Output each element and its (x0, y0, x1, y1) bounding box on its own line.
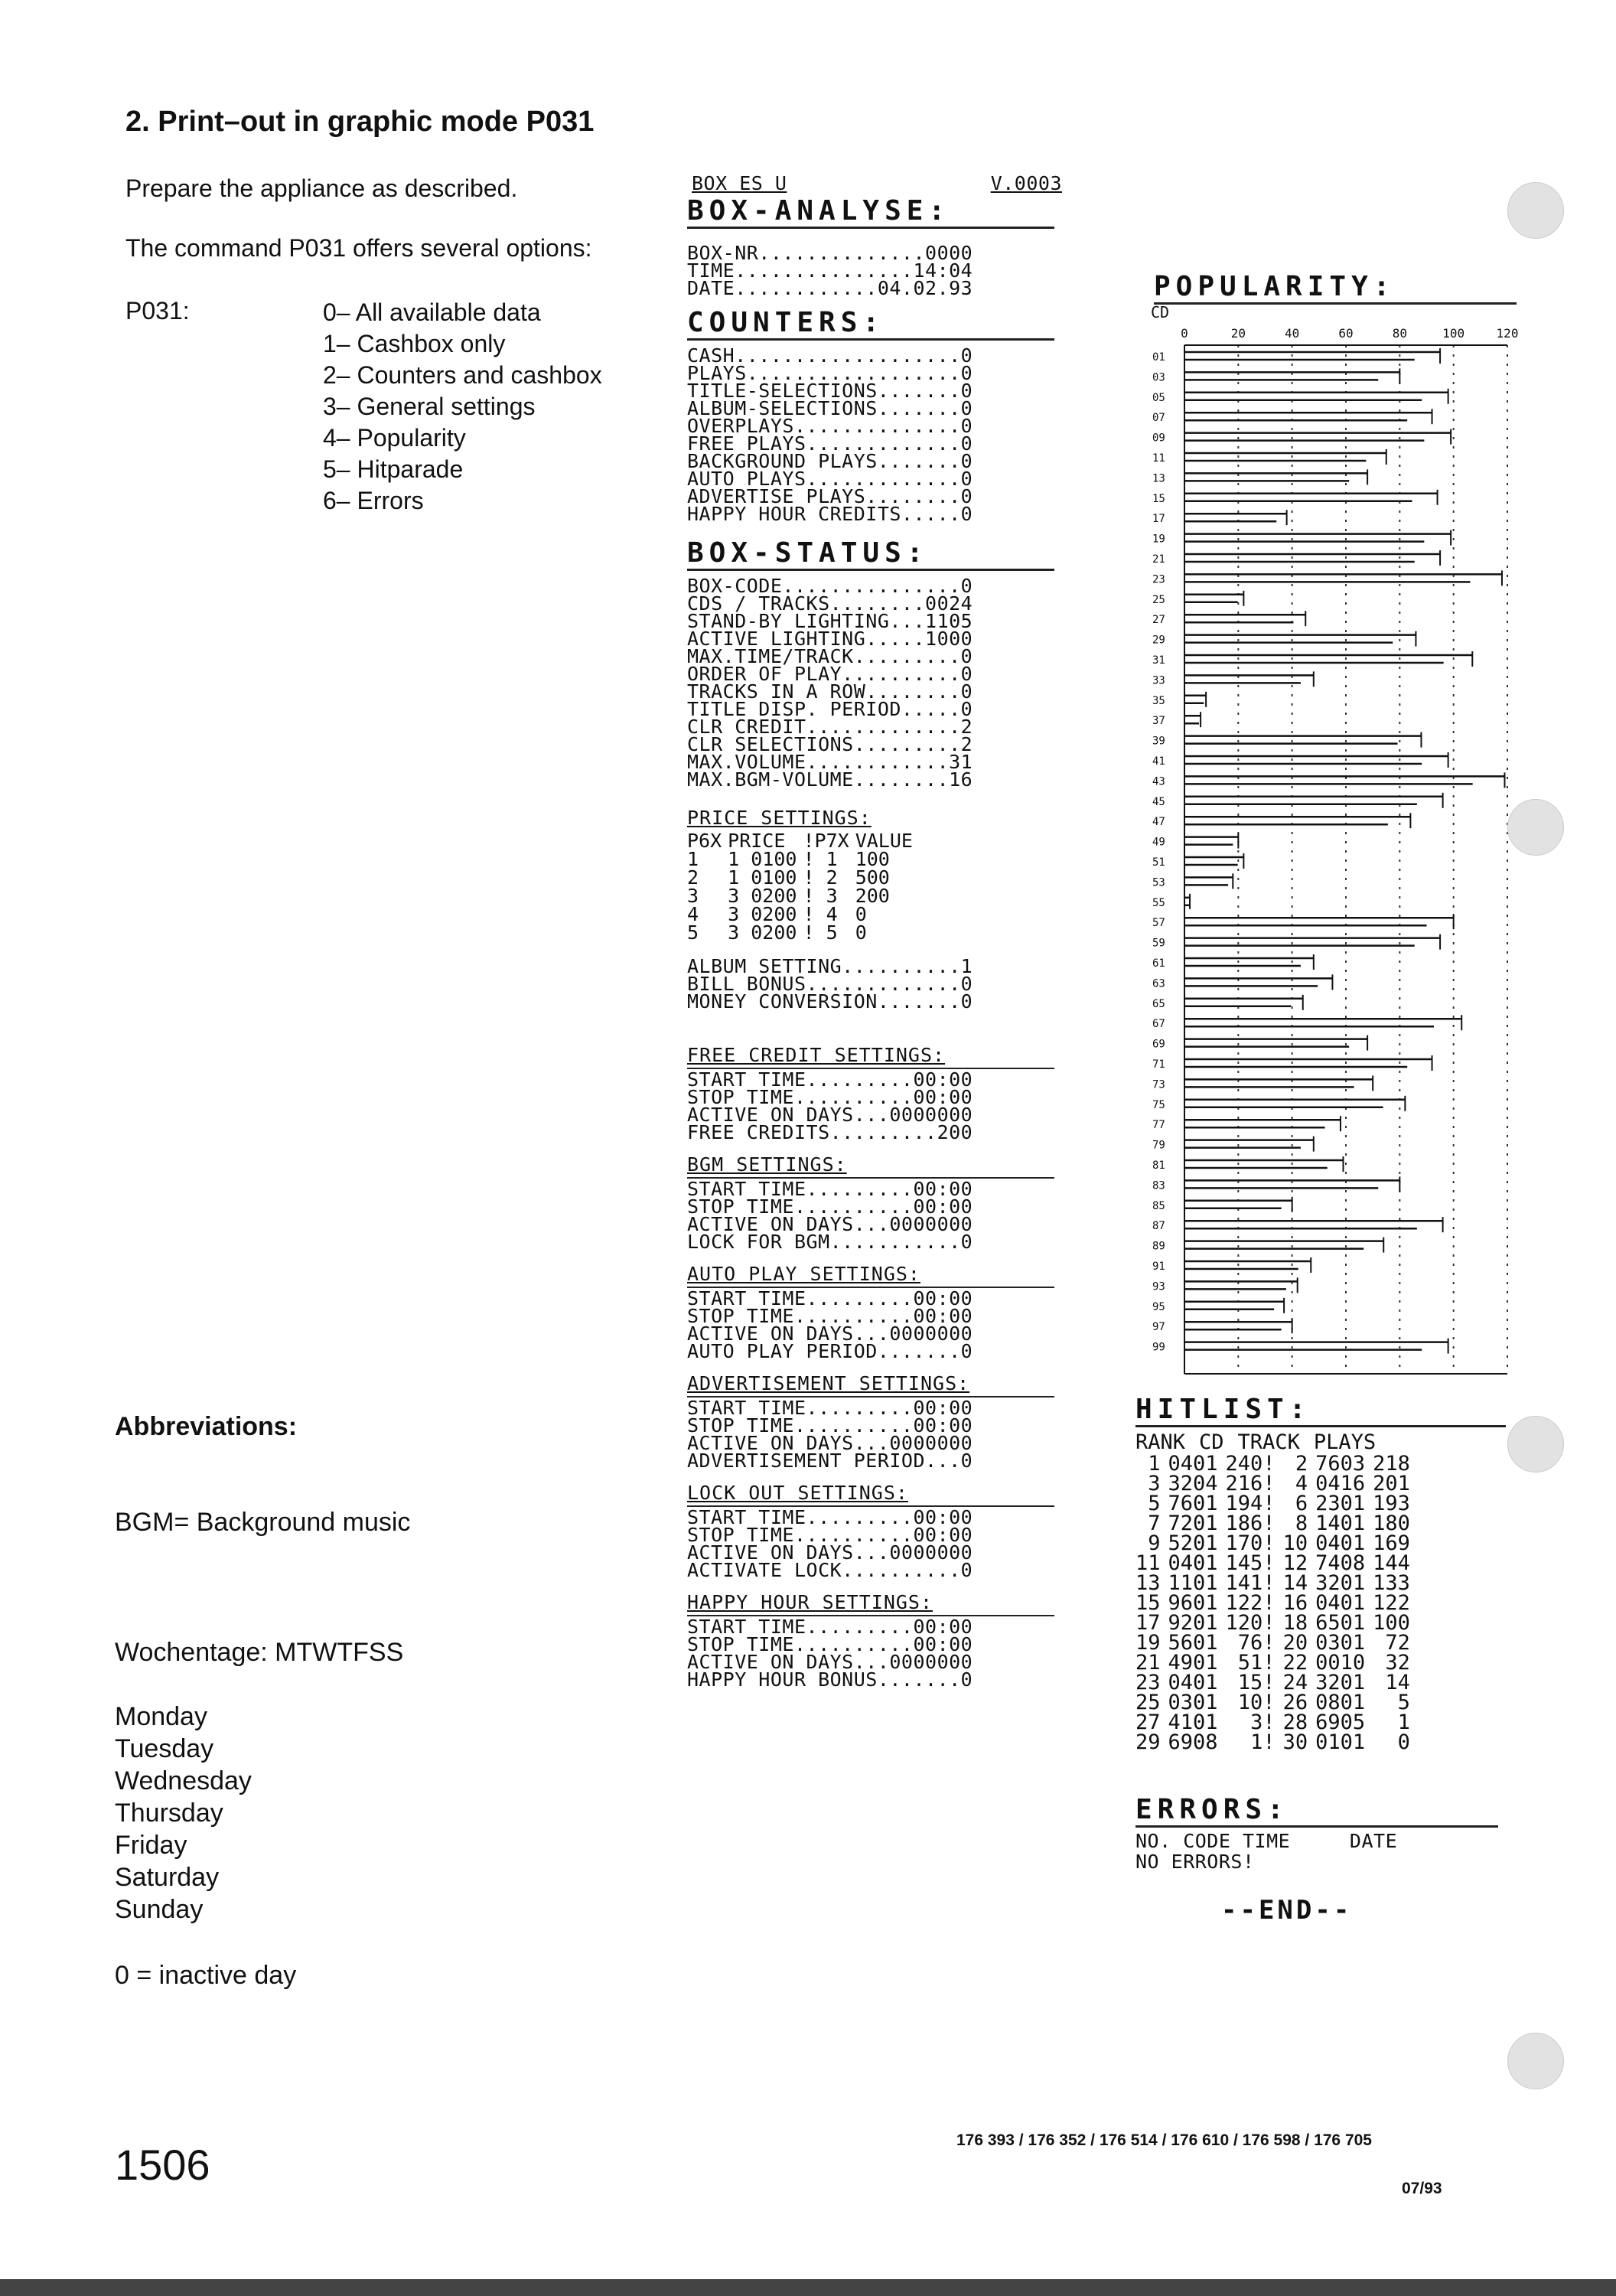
hitlist-cell: 201 (1373, 1472, 1410, 1495)
cd-label: 17 (1152, 513, 1165, 526)
hitlist-cell: 23 (1135, 1671, 1161, 1694)
setting-line: ACTIVATE LOCK..........0 (687, 1559, 973, 1581)
option-item: 2– Counters and cashbox (323, 361, 602, 389)
binder-hole (1507, 2033, 1564, 2089)
cd-label: 43 (1152, 775, 1165, 788)
table-row (687, 924, 919, 942)
hitlist-cell: 29 (1135, 1730, 1161, 1754)
hitlist-cell: 17 (1135, 1611, 1161, 1635)
setting-line: STOP TIME..........00:00 (687, 1195, 973, 1218)
axis-tick-label: 100 (1442, 326, 1465, 341)
days-list (115, 1701, 252, 1926)
setting-line: AUTO PLAY PERIOD.......0 (687, 1340, 973, 1362)
box-nr-line: BOX-NR..............0000 (687, 242, 973, 264)
counters-list (687, 344, 1070, 525)
hitlist-cell: 3201 (1315, 1671, 1366, 1694)
inactive-note: 0 = inactive day (115, 1961, 297, 1990)
setting-line: HAPPY HOUR BONUS.......0 (687, 1668, 973, 1691)
binder-hole (1507, 799, 1564, 856)
hitlist-cell: 1 (1397, 1711, 1410, 1734)
day-item: Saturday (115, 1863, 220, 1892)
cd-label: 03 (1152, 371, 1165, 384)
errors-section (1135, 1795, 1498, 1926)
hitlist-cell: 180 (1373, 1512, 1410, 1535)
setting-line: STOP TIME..........00:00 (687, 1524, 973, 1546)
hitlist-cell: 170! (1225, 1531, 1276, 1555)
hitlist-header-cell: RANK (1135, 1430, 1186, 1454)
price-cell: ! 4 (803, 903, 838, 925)
hitlist-cell: 22 (1282, 1651, 1308, 1675)
counter-line: FREE PLAYS.............0 (687, 432, 973, 455)
cd-label: 77 (1152, 1119, 1165, 1132)
counter-line: PLAYS..................0 (687, 362, 973, 384)
hitlist-cell: 25 (1135, 1691, 1161, 1714)
binder-hole (1507, 182, 1564, 239)
counter-line: TITLE-SELECTIONS.......0 (687, 380, 973, 402)
hitlist-cell: 133 (1373, 1571, 1410, 1595)
cd-label: 45 (1152, 795, 1165, 808)
hitlist-cell: 145! (1225, 1551, 1276, 1575)
hitlist-cell: 5601 (1168, 1631, 1218, 1655)
advertisement-title: ADVERTISEMENT SETTINGS: (687, 1372, 970, 1394)
price-table (687, 832, 919, 942)
price-cell: 3 (687, 885, 699, 907)
footer-references: 176 393 / 176 352 / 176 514 / 176 610 / 176 598 / 176 705 (956, 2131, 1372, 2149)
hitlist-cell: 122 (1373, 1591, 1410, 1615)
hitlist-title: HITLIST: (1135, 1394, 1506, 1427)
cd-label: 11 (1152, 452, 1165, 465)
status-line: CDS / TRACKS........0024 (687, 592, 973, 615)
hitlist-cell: 216! (1225, 1472, 1276, 1495)
section-title: 2. Print–out in graphic mode P031 (125, 106, 595, 138)
hitlist-cell: 6908 (1168, 1730, 1218, 1754)
cd-label: 67 (1152, 1018, 1165, 1031)
hitlist-cell: 7 (1148, 1512, 1161, 1535)
price-header-cell: PRICE (728, 830, 786, 852)
cd-label: 85 (1152, 1199, 1165, 1212)
hitlist-cell: 122! (1225, 1591, 1276, 1615)
cd-label: 31 (1152, 654, 1165, 667)
hitlist-cell: 4101 (1168, 1711, 1218, 1734)
price-cell: 2 (687, 866, 699, 889)
date-line: DATE............04.02.93 (687, 277, 973, 299)
day-item: Tuesday (115, 1734, 214, 1763)
counter-line: ALBUM-SELECTIONS.......0 (687, 397, 973, 419)
cd-label: 91 (1152, 1261, 1165, 1273)
cd-label: 81 (1152, 1159, 1165, 1172)
hitlist-cell: 9601 (1168, 1591, 1218, 1615)
price-cell: 3 0200 (728, 921, 797, 944)
counter-line: CASH...................0 (687, 344, 973, 367)
free-credit-list (687, 1068, 1070, 1143)
hitlist-cell: 3204 (1168, 1472, 1218, 1495)
status-line: BOX-CODE...............0 (687, 575, 973, 597)
cd-label: 95 (1152, 1300, 1165, 1313)
hitlist-cell: 1101 (1168, 1571, 1218, 1595)
setting-line: START TIME.........00:00 (687, 1616, 973, 1638)
hitlist-cell: 19 (1135, 1631, 1161, 1655)
price-cell: ! 3 (803, 885, 838, 907)
hitlist-cell: 0401 (1168, 1452, 1218, 1476)
price-cell: 100 (855, 848, 890, 870)
happy-hour-list (687, 1616, 1070, 1691)
hitlist-cell: 3201 (1315, 1571, 1366, 1595)
axis-tick-label: 40 (1285, 326, 1300, 341)
hitlist-cell: 7408 (1315, 1551, 1366, 1575)
axis-tick-label: 60 (1338, 326, 1354, 341)
setting-line: STOP TIME..........00:00 (687, 1414, 973, 1437)
hitlist-cell: 0301 (1168, 1691, 1218, 1714)
setting-line: ACTIVE ON DAYS...0000000 (687, 1432, 973, 1454)
hitlist-header-cell: TRACK (1237, 1430, 1300, 1454)
hitlist-header-cell: PLAYS (1313, 1430, 1377, 1454)
hitlist-cell: 144 (1373, 1551, 1410, 1575)
hitlist-cell: 72 (1385, 1631, 1410, 1655)
hitlist-cell: 51! (1237, 1651, 1276, 1675)
hitlist-cell: 0416 (1315, 1472, 1366, 1495)
cd-label: 25 (1152, 593, 1165, 606)
hitlist-section (1135, 1394, 1506, 1753)
happy-hour-title: HAPPY HOUR SETTINGS: (687, 1591, 933, 1613)
cd-label: 29 (1152, 634, 1165, 647)
bgm-settings-list (687, 1178, 1070, 1253)
setting-line: START TIME.........00:00 (687, 1068, 973, 1091)
cd-label: 39 (1152, 735, 1165, 748)
hitlist-cell: 13 (1135, 1571, 1161, 1595)
cd-label: 51 (1152, 856, 1165, 869)
receipt-header-left: BOX ES U (692, 172, 787, 194)
status-line: STAND-BY LIGHTING...1105 (687, 610, 973, 632)
command-label: P031: (125, 297, 190, 325)
hitlist-cell: 0401 (1168, 1551, 1218, 1575)
setting-line: ACTIVE ON DAYS...0000000 (687, 1104, 973, 1126)
command-text: The command P031 offers several options: (125, 234, 592, 262)
cd-label: 37 (1152, 715, 1165, 728)
cd-label: 79 (1152, 1139, 1165, 1152)
hitlist-cell: 24 (1282, 1671, 1308, 1694)
price-cell: 0 (855, 903, 867, 925)
auto-play-title: AUTO PLAY SETTINGS: (687, 1263, 920, 1285)
hitlist-cell: 120! (1225, 1611, 1276, 1635)
hitlist-cell: 0101 (1315, 1730, 1366, 1754)
binder-hole (1507, 1416, 1564, 1473)
day-item: Wednesday (115, 1766, 252, 1795)
hitlist-cell: 2 (1295, 1452, 1308, 1476)
status-line: MAX.BGM-VOLUME........16 (687, 768, 973, 791)
receipt-box-analyse (687, 172, 1070, 1691)
cd-label: 75 (1152, 1098, 1165, 1111)
hitlist-cell: 27 (1135, 1711, 1161, 1734)
scan-edge (0, 2279, 1616, 2296)
axis-tick-label: 20 (1230, 326, 1246, 341)
hitlist-cell: 0301 (1315, 1631, 1366, 1655)
time-line: TIME...............14:04 (687, 259, 973, 282)
cd-label: 57 (1152, 917, 1165, 930)
day-item: Sunday (115, 1895, 204, 1924)
status-line: ACTIVE LIGHTING.....1000 (687, 628, 973, 650)
end-marker: --END-- (1221, 1895, 1353, 1926)
hitlist-cell: 193 (1373, 1492, 1410, 1515)
hitlist-cell: 218 (1373, 1452, 1410, 1476)
hitlist-cell: 1401 (1315, 1512, 1366, 1535)
day-item: Friday (115, 1831, 187, 1860)
axis-tick-label: 80 (1392, 326, 1407, 341)
cd-label: 33 (1152, 674, 1165, 687)
cd-label: 49 (1152, 836, 1165, 849)
axis-tick-label: 0 (1181, 326, 1188, 341)
price-cell: ! 2 (803, 866, 838, 889)
cd-label: 73 (1152, 1078, 1165, 1091)
hitlist-cell: 100 (1373, 1611, 1410, 1635)
price-cell: ! 1 (803, 848, 838, 870)
status-line: CLR CREDIT.............2 (687, 716, 973, 738)
setting-line: STOP TIME..........00:00 (687, 1086, 973, 1108)
hitlist-cell: 30 (1282, 1730, 1308, 1754)
axis-tick-label: 120 (1496, 326, 1519, 341)
day-item: Monday (115, 1702, 207, 1731)
cd-label: 93 (1152, 1280, 1165, 1293)
price-settings-title: PRICE SETTINGS: (687, 807, 872, 829)
status-line: CLR SELECTIONS.........2 (687, 733, 973, 755)
cd-label: 47 (1152, 816, 1165, 829)
setting-line: START TIME.........00:00 (687, 1506, 973, 1528)
hitlist-cell: 15 (1135, 1591, 1161, 1615)
setting-line: LOCK FOR BGM...........0 (687, 1231, 973, 1253)
status-line: TRACKS IN A ROW........0 (687, 680, 973, 703)
hitlist-cell: 10 (1282, 1531, 1308, 1555)
cd-label: 15 (1152, 492, 1165, 505)
setting-line: ACTIVE ON DAYS...0000000 (687, 1213, 973, 1235)
hitlist-cell: 7601 (1168, 1492, 1218, 1515)
setting-line: ACTIVE ON DAYS...0000000 (687, 1541, 973, 1564)
popularity-chart (1148, 302, 1523, 1389)
cd-label: 55 (1152, 896, 1165, 909)
cd-label: 59 (1152, 937, 1165, 950)
footer-date: 07/93 (1402, 2180, 1442, 2197)
price-header-cell: VALUE (855, 830, 913, 852)
counter-line: ADVERTISE PLAYS........0 (687, 485, 973, 507)
price-cell: 200 (855, 885, 890, 907)
hitlist-cell: 0401 (1168, 1671, 1218, 1694)
hitlist-cell: 14 (1282, 1571, 1308, 1595)
receipt-header-right: V.0003 (990, 172, 1062, 194)
price-header-cell: !P7X (803, 830, 849, 852)
cd-label: 05 (1152, 391, 1165, 404)
errors-header: NO. CODE TIME DATE (1135, 1830, 1398, 1852)
cd-label: 87 (1152, 1220, 1165, 1233)
table-row (1135, 1733, 1418, 1753)
setting-line: START TIME.........00:00 (687, 1397, 973, 1419)
options-list (323, 297, 602, 517)
setting-line: ACTIVE ON DAYS...0000000 (687, 1322, 973, 1345)
option-item: 6– Errors (323, 487, 424, 514)
abbreviation-weekdays: Wochentage: MTWTFSS (115, 1638, 404, 1667)
cd-label: 23 (1152, 573, 1165, 586)
cd-label: 09 (1152, 432, 1165, 445)
price-cell: 3 0200 (728, 885, 797, 907)
free-credit-title: FREE CREDIT SETTINGS: (687, 1044, 946, 1066)
hitlist-cell: 21 (1135, 1651, 1161, 1675)
day-item: Thursday (115, 1799, 223, 1828)
price-cell: 1 0100 (728, 848, 797, 870)
setting-line: ADVERTISEMENT PERIOD...0 (687, 1450, 973, 1472)
hitlist-cell: 6 (1295, 1492, 1308, 1515)
cd-label: 19 (1152, 533, 1165, 546)
cd-label: 61 (1152, 957, 1165, 970)
hitlist-cell: 9 (1148, 1531, 1161, 1555)
hitlist-cell: 6501 (1315, 1611, 1366, 1635)
hitlist-cell: 1 (1148, 1452, 1161, 1476)
cd-label: 13 (1152, 472, 1165, 485)
cd-label: 53 (1152, 876, 1165, 889)
cd-label: 41 (1152, 755, 1165, 768)
cd-label: 35 (1152, 694, 1165, 707)
counter-line: BACKGROUND PLAYS.......0 (687, 450, 973, 472)
price-cell: 4 (687, 903, 699, 925)
popularity-title: POPULARITY: (1154, 272, 1517, 305)
counter-line: AUTO PLAYS.............0 (687, 468, 973, 490)
cd-label: 27 (1152, 614, 1165, 627)
cd-label: 21 (1152, 553, 1165, 566)
hitlist-cell: 14 (1385, 1671, 1410, 1694)
box-status-list (687, 575, 1070, 791)
setting-line: STOP TIME..........00:00 (687, 1305, 973, 1327)
hitlist-cell: 15! (1237, 1671, 1276, 1694)
option-item: 3– General settings (323, 393, 536, 420)
hitlist-cell: 12 (1282, 1551, 1308, 1575)
cd-label: 71 (1152, 1058, 1165, 1071)
hitlist-cell: 1! (1250, 1730, 1276, 1754)
hitlist-cell: 2301 (1315, 1492, 1366, 1515)
hitlist-cell: 7201 (1168, 1512, 1218, 1535)
hitlist-cell: 0 (1397, 1730, 1410, 1754)
price-cell: 1 0100 (728, 866, 797, 889)
hitlist-cell: 5201 (1168, 1531, 1218, 1555)
album-line: MONEY CONVERSION.......0 (687, 990, 973, 1013)
hitlist-cell: 7603 (1315, 1452, 1366, 1476)
price-cell: 5 (687, 921, 699, 944)
popularity-section (1154, 272, 1521, 305)
box-status-title: BOX-STATUS: (687, 538, 1054, 571)
hitlist-cell: 76! (1237, 1631, 1276, 1655)
cd-label: 07 (1152, 412, 1165, 425)
hitlist-cell: 3 (1148, 1472, 1161, 1495)
cd-label: 89 (1152, 1240, 1165, 1253)
setting-line: ACTIVE ON DAYS...0000000 (687, 1651, 973, 1673)
intro-text: Prepare the appliance as described. (125, 174, 518, 202)
hitlist-cell: 240! (1225, 1452, 1276, 1476)
counters-title: COUNTERS: (687, 308, 1054, 341)
hitlist-cell: 28 (1282, 1711, 1308, 1734)
auto-play-list (687, 1287, 1070, 1362)
hitlist-header-cell: CD (1199, 1430, 1224, 1454)
status-line: ORDER OF PLAY..........0 (687, 663, 973, 685)
hitlist-cell: 0401 (1315, 1591, 1366, 1615)
hitlist-table (1135, 1454, 1418, 1753)
counter-line: HAPPY HOUR CREDITS.....0 (687, 503, 973, 525)
box-analyse-title: BOX-ANALYSE: (687, 196, 1054, 229)
cd-label: 63 (1152, 977, 1165, 990)
price-header-cell: P6X (687, 830, 722, 852)
hitlist-cell: 186! (1225, 1512, 1276, 1535)
hitlist-cell: 0010 (1315, 1651, 1366, 1675)
cd-label: 99 (1152, 1341, 1165, 1354)
hitlist-cell: 5 (1397, 1691, 1410, 1714)
status-line: MAX.VOLUME............31 (687, 751, 973, 773)
abbreviation-bgm: BGM= Background music (115, 1508, 411, 1537)
price-cell: 500 (855, 866, 890, 889)
price-cell: 0 (855, 921, 867, 944)
lock-out-title: LOCK OUT SETTINGS: (687, 1482, 908, 1504)
errors-none: NO ERRORS! (1135, 1851, 1255, 1873)
lock-out-list (687, 1506, 1070, 1581)
setting-line: FREE CREDITS.........200 (687, 1121, 973, 1143)
setting-line: START TIME.........00:00 (687, 1287, 973, 1309)
price-cell: 3 0200 (728, 903, 797, 925)
hitlist-cell: 9201 (1168, 1611, 1218, 1635)
advertisement-list (687, 1397, 1070, 1472)
hitlist-cell: 20 (1282, 1631, 1308, 1655)
price-cell: 1 (687, 848, 699, 870)
hitlist-cell: 141! (1225, 1571, 1276, 1595)
hitlist-cell: 10! (1237, 1691, 1276, 1714)
album-line: BILL BONUS.............0 (687, 973, 973, 995)
cd-label: 97 (1152, 1321, 1165, 1334)
option-item: 5– Hitparade (323, 455, 464, 483)
cd-label: 69 (1152, 1038, 1165, 1051)
hitlist-cell: 11 (1135, 1551, 1161, 1575)
hitlist-cell: 6905 (1315, 1711, 1366, 1734)
hitlist-cell: 169 (1373, 1531, 1410, 1555)
errors-title: ERRORS: (1135, 1795, 1498, 1828)
album-settings-list (687, 955, 1070, 1013)
bgm-settings-title: BGM SETTINGS: (687, 1153, 847, 1176)
cd-label: 01 (1152, 351, 1165, 364)
status-line: TITLE DISP. PERIOD.....0 (687, 698, 973, 720)
hitlist-cell: 5 (1148, 1492, 1161, 1515)
hitlist-cell: 4 (1295, 1472, 1308, 1495)
option-item: 4– Popularity (323, 424, 466, 452)
page-number: 1506 (115, 2141, 210, 2189)
cd-label: 65 (1152, 997, 1165, 1010)
setting-line: STOP TIME..........00:00 (687, 1633, 973, 1655)
album-line: ALBUM SETTING..........1 (687, 955, 973, 977)
hitlist-cell: 4901 (1168, 1651, 1218, 1675)
hitlist-header (1135, 1430, 1506, 1454)
hitlist-cell: 194! (1225, 1492, 1276, 1515)
counter-line: OVERPLAYS..............0 (687, 415, 973, 437)
setting-line: START TIME.........00:00 (687, 1178, 973, 1200)
hitlist-cell: 26 (1282, 1691, 1308, 1714)
option-item: 1– Cashbox only (323, 330, 506, 357)
abbreviations-heading: Abbreviations: (115, 1412, 298, 1441)
option-item: 0– All available data (323, 298, 541, 326)
cd-axis-label: CD (1151, 303, 1170, 321)
hitlist-cell: 3! (1250, 1711, 1276, 1734)
hitlist-cell: 18 (1282, 1611, 1308, 1635)
status-line: MAX.TIME/TRACK.........0 (687, 645, 973, 667)
hitlist-cell: 8 (1295, 1512, 1308, 1535)
hitlist-cell: 0401 (1315, 1531, 1366, 1555)
hitlist-cell: 16 (1282, 1591, 1308, 1615)
instructions-column (0, 0, 673, 2296)
hitlist-cell: 0801 (1315, 1691, 1366, 1714)
cd-label: 83 (1152, 1179, 1165, 1192)
price-cell: ! 5 (803, 921, 838, 944)
hitlist-cell: 32 (1385, 1651, 1410, 1675)
